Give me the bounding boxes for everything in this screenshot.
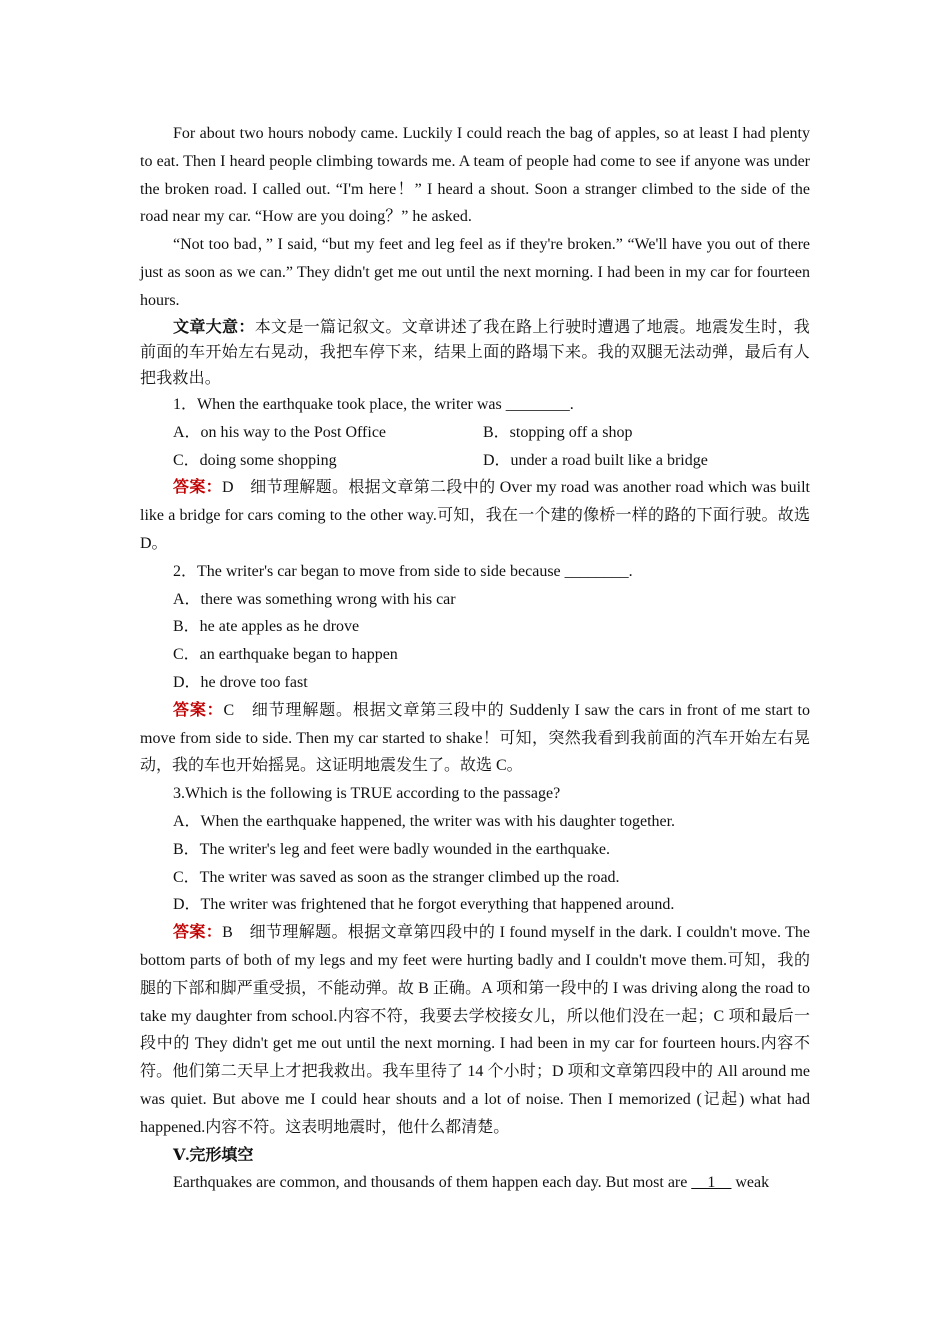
q1-option-b: B．stopping off a shop [483, 423, 633, 441]
answer-label: 答案： [173, 701, 224, 719]
q1-option-d: D．under a road built like a bridge [483, 451, 708, 469]
q3-answer [140, 919, 810, 1141]
q3-answer-text: B 细节理解题。根据文章第四段中的 I found myself in the dark. I couldn't move. The bottom parts of both of my legs and my feet were hurting badly and I couldn't move them.可知，我的腿的下部和脚严重受损，不能动弹。故 B 正确。A 项和第一段中的 I was driving along the road to take my daughter from school.内容不符，我要去学校接女儿，所以他们没在一起；C 项和最后一段中的 They didn't get me out until the next morning. I had been in my car for fourteen hours.内容不符。他们第二天早上才把我救出。我车里待了 14 个小时；D 项和文章第四段中的 All around me was quiet. But above me I could hear shouts and a lot of noise. Then I memorized (记起) what had happened.内容不符。这表明地震时，他什么都清楚。 [140, 924, 810, 1136]
q3-stem: 3.Which is the following is TRUE according to the passage? [173, 785, 561, 803]
q1-answer [140, 474, 810, 557]
cloze-text-after: weak [731, 1174, 770, 1192]
q2-option-c: C．an earthquake began to happen [173, 646, 398, 664]
q2-answer [140, 697, 810, 780]
q2-stem: 2．The writer's car began to move from side to side because ________. [173, 562, 633, 580]
document-page [140, 120, 810, 1197]
q1-stem: 1．When the earthquake took place, the writer was ________. [173, 396, 574, 414]
summary-paragraph [140, 315, 810, 392]
q2-option-a: A．there was something wrong with his car [173, 590, 456, 608]
cloze-text-before: Earthquakes are common, and thousands of them happen each day. But most are [173, 1174, 692, 1192]
cloze-blank-1: __1__ [691, 1174, 732, 1192]
section-5-title: Ⅴ.完形填空 [173, 1146, 254, 1164]
q3-option-c: C．The writer was saved as soon as the stranger climbed up the road. [173, 868, 620, 886]
q2-option-b: B．he ate apples as he drove [173, 618, 360, 636]
q1-options-row-2 [140, 447, 810, 475]
q3-option-a: A．When the earthquake happened, the writer was with his daughter together. [173, 813, 676, 831]
q1-answer-text: D 细节理解题。根据文章第二段中的 Over my road was another road which was built like a bridge for cars coming to the other way.可知，我在一个建的像桥一样的路的下面行驶。故选 D。 [140, 479, 810, 553]
cloze-paragraph [140, 1169, 810, 1197]
q3-option-d: D．The writer was frightened that he forgot everything that happened around. [173, 896, 675, 914]
q1-option-a: A．on his way to the Post Office [173, 423, 387, 441]
q2-option-d: D．he drove too fast [173, 674, 308, 692]
passage-paragraph-1: For about two hours nobody came. Luckily I could reach the bag of apples, so at least I had plenty to eat. Then I heard people climbing towards me. A team of people had come to see if anyone was under the broken road. I called out. “I'm here！” I heard a shout. Soon a stranger climbed to the side of the road near my car. “How are you doing？” he asked. [140, 125, 810, 226]
q3-option-b: B．The writer's leg and feet were badly wounded in the earthquake. [173, 840, 610, 858]
q2-answer-text: C 细节理解题。根据文章第三段中的 Suddenly I saw the cars in front of me start to move from side to side. Then my car started to shake！可知，突然我看到我前面的汽车开始左右晃动，我的车也开始摇晃。这证明地震发生了。故选 C。 [140, 701, 810, 775]
summary-label: 文章大意： [173, 318, 255, 336]
q1-option-c: C．doing some shopping [173, 451, 337, 469]
answer-label: 答案： [173, 479, 223, 497]
passage-paragraph-2: “Not too bad，” I said, “but my feet and leg feel as if they're broken.” “We'll have you out of there just as soon as we can.” They didn't get me out until the next morning. I had been in my car for fourteen hours. [140, 236, 810, 309]
q1-options-row-1 [140, 419, 810, 447]
summary-text: 本文是一篇记叙文。文章讲述了我在路上行驶时遭遇了地震。地震发生时，我前面的车开始左右晃动，我把车停下来，结果上面的路塌下来。我的双腿无法动弹，最后有人把我救出。 [140, 318, 810, 387]
answer-label: 答案： [173, 924, 223, 942]
